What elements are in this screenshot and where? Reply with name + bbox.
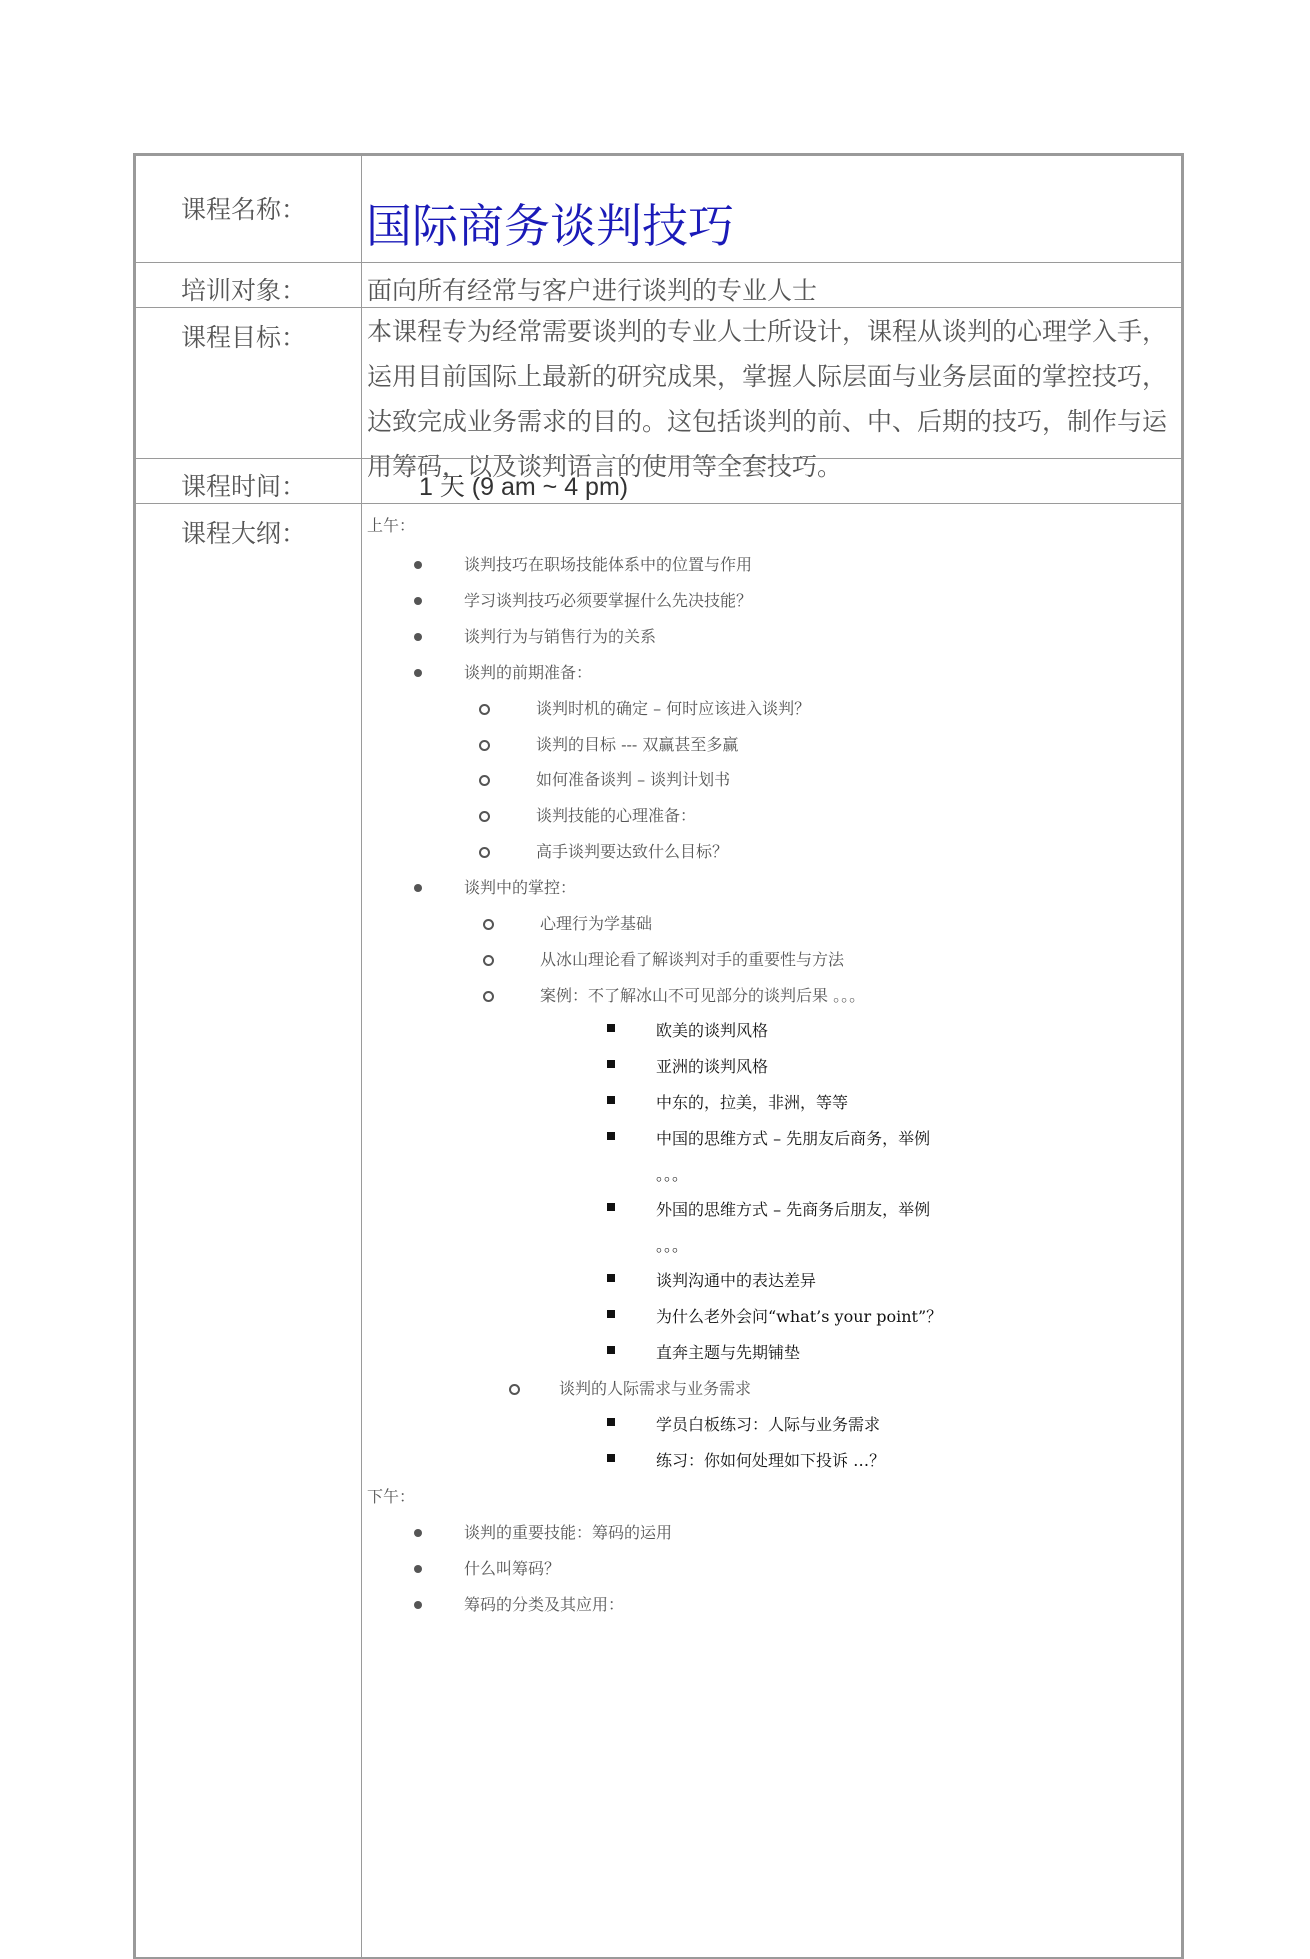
bullet-dot — [414, 561, 422, 569]
list-item: 练习：你如何处理如下投诉 …？ — [656, 1451, 886, 1470]
label-goal: 课程目标： — [181, 323, 307, 352]
label-cell-goal — [135, 307, 362, 459]
list-item: 亚洲的谈判风格 — [656, 1057, 769, 1076]
value-cell-outline — [361, 503, 1182, 1959]
list-item: 直奔主题与先期铺垫 — [656, 1343, 801, 1362]
list-item: 外国的思维方式 – 先商务后朋友，举例 — [656, 1200, 931, 1219]
bullet-square — [607, 1454, 615, 1462]
bullet-circle — [479, 704, 490, 715]
bullet-dot — [414, 1601, 422, 1609]
label-time: 课程时间： — [181, 472, 307, 501]
bullet-square — [607, 1274, 615, 1282]
morning-heading: 上午： — [367, 516, 416, 535]
list-item: 谈判中的掌控： — [464, 878, 577, 897]
bullet-circle — [479, 775, 490, 786]
list-item: 欧美的谈判风格 — [656, 1021, 769, 1040]
bullet-dot — [414, 1565, 422, 1573]
bullet-dot — [414, 884, 422, 892]
value-cell-time — [361, 458, 1182, 504]
bullet-square — [607, 1203, 615, 1211]
value-cell-audience — [361, 262, 1182, 308]
label-cell-audience — [135, 262, 362, 308]
list-item: 为什么老外会问“what’s your point”？ — [656, 1307, 943, 1326]
bullet-dot — [414, 669, 422, 677]
list-item: 谈判行为与销售行为的关系 — [464, 627, 657, 646]
bullet-square — [607, 1132, 615, 1140]
value-cell-name — [361, 155, 1182, 263]
value-cell-goal — [361, 307, 1182, 481]
bullet-square — [607, 1310, 615, 1318]
list-item: 谈判的重要技能：筹码的运用 — [464, 1523, 673, 1542]
list-item: 谈判技能的心理准备： — [536, 806, 697, 825]
bullet-square — [607, 1024, 615, 1032]
list-item: 谈判的人际需求与业务需求 — [559, 1379, 752, 1398]
course-title: 国际商务谈判技巧 — [366, 199, 734, 253]
bullet-circle — [479, 740, 490, 751]
label-cell-outline — [135, 503, 362, 1959]
list-item: 从冰山理论看了解谈判对手的重要性与方法 — [540, 950, 845, 969]
list-item: 谈判的目标 --- 双赢甚至多赢 — [536, 735, 739, 754]
bullet-circle — [483, 955, 494, 966]
list-item: 心理行为学基础 — [540, 914, 653, 933]
label-course-name: 课程名称： — [181, 195, 307, 224]
list-item: 中国的思维方式 – 先朋友后商务，举例 — [656, 1129, 931, 1148]
audience-text: 面向所有经常与客户进行谈判的专业人士 — [367, 276, 818, 305]
label-cell-time — [135, 458, 362, 504]
bullet-dot — [414, 1529, 422, 1537]
list-item: 高手谈判要达致什么目标？ — [536, 842, 729, 861]
goal-text: 本课程专为经常需要谈判的专业人士所设计，课程从谈判的心理学入手，运用目前国际上最新的研究成果，掌握人际层面与业务层面的掌控技巧，达致完成业务需求的目的。这包括谈判的前、中、后期的技巧，制作与运用筹码，以及谈判语言的使用等全套技巧。 — [367, 317, 1168, 481]
list-item-continuation: 。。。 — [656, 1236, 689, 1255]
bullet-dot — [414, 633, 422, 641]
bullet-circle — [483, 991, 494, 1002]
bullet-square — [607, 1418, 615, 1426]
bullet-square — [607, 1060, 615, 1068]
label-cell-name — [135, 155, 362, 263]
list-item: 筹码的分类及其应用： — [464, 1595, 625, 1614]
list-item: 案例：不了解冰山不可见部分的谈判后果 。。。 — [540, 986, 866, 1005]
bullet-square — [607, 1096, 615, 1104]
bullet-circle — [479, 847, 490, 858]
list-item: 学习谈判技巧必须要掌握什么先决技能？ — [464, 591, 753, 610]
list-item: 学员白板练习：人际与业务需求 — [656, 1415, 881, 1434]
list-item: 谈判沟通中的表达差异 — [656, 1271, 817, 1290]
bullet-circle — [509, 1384, 520, 1395]
bullet-dot — [414, 597, 422, 605]
bullet-circle — [479, 811, 490, 822]
list-item: 谈判的前期准备： — [464, 663, 593, 682]
afternoon-heading: 下午： — [367, 1487, 416, 1506]
list-item: 如何准备谈判 – 谈判计划书 — [536, 770, 731, 789]
time-text: 1 天 (9 am ~ 4 pm) — [419, 473, 629, 501]
list-item: 什么叫筹码？ — [464, 1559, 561, 1578]
bullet-square — [607, 1346, 615, 1354]
list-item: 谈判时机的确定 – 何时应该进入谈判？ — [536, 699, 811, 718]
bullet-circle — [483, 919, 494, 930]
list-item: 中东的，拉美，非洲，等等 — [656, 1093, 849, 1112]
label-audience: 培训对象： — [181, 276, 307, 305]
list-item: 谈判技巧在职场技能体系中的位置与作用 — [464, 555, 753, 574]
course-table — [133, 153, 1184, 1959]
label-outline: 课程大纲： — [181, 519, 307, 548]
list-item-continuation: 。。。 — [656, 1165, 689, 1184]
